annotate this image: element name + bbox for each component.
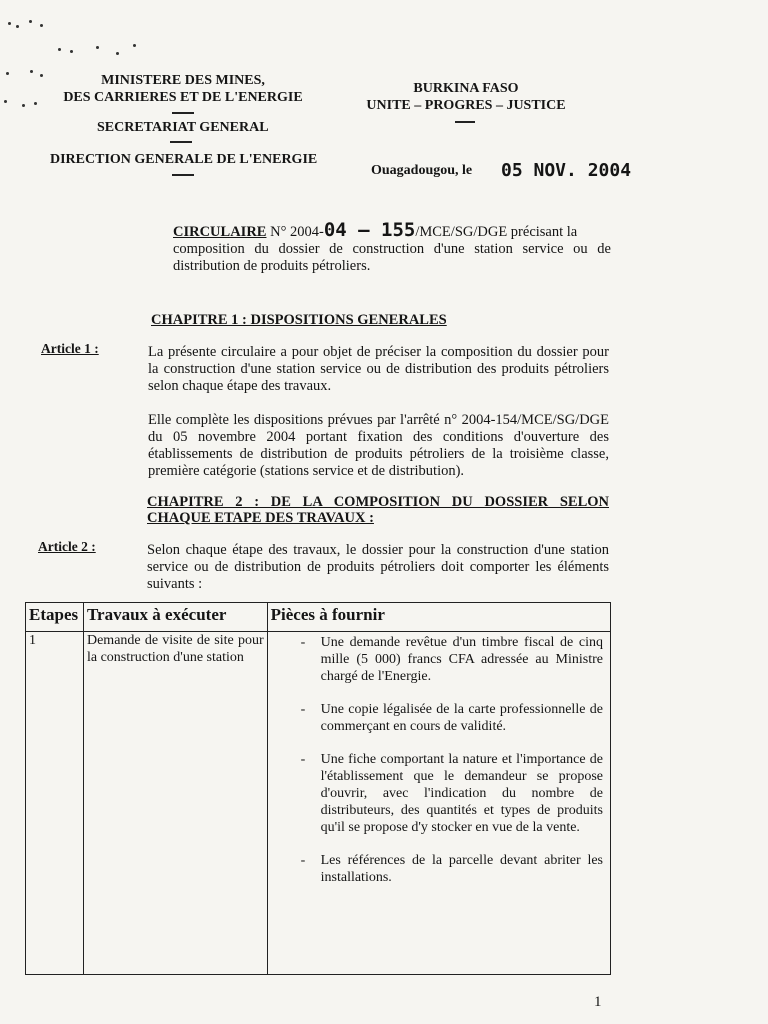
list-item bbox=[271, 751, 607, 836]
table-row bbox=[26, 632, 611, 975]
cell-travaux bbox=[83, 632, 267, 975]
date-stamp: 05 NOV. 2004 bbox=[501, 160, 632, 181]
page-number: 1 bbox=[594, 994, 602, 1010]
chapter-1-title: CHAPITRE 1 : DISPOSITIONS GENERALES bbox=[151, 312, 447, 328]
divider bbox=[455, 121, 475, 123]
circular-heading bbox=[173, 219, 611, 275]
article-2-label: Article 2 : bbox=[38, 539, 96, 554]
bullet-dash-icon: - bbox=[300, 752, 306, 767]
documents-table bbox=[25, 602, 611, 975]
circular-subject: composition du dossier de construction d'une station service ou de distribution de produits pétroliers. bbox=[173, 241, 611, 274]
country-header bbox=[360, 80, 572, 114]
place-date-label: Ouagadougou, le bbox=[371, 163, 473, 178]
list-item-text: Une copie légalisée de la carte professionnelle de commerçant en cours de validité. bbox=[320, 702, 603, 734]
secretariat-general: SECRETARIAT GENERAL bbox=[97, 120, 269, 135]
list-item bbox=[271, 852, 607, 886]
energy-direction: DIRECTION GENERALE DE L'ENERGIE bbox=[50, 152, 318, 167]
divider bbox=[172, 112, 194, 114]
header-pieces: Pièces à fournir bbox=[267, 603, 610, 632]
ministry-line2: DES CARRIERES ET DE L'ENERGIE bbox=[63, 90, 303, 105]
cell-pieces bbox=[267, 632, 610, 975]
list-item bbox=[271, 634, 607, 685]
header-travaux: Travaux à exécuter bbox=[83, 603, 267, 632]
ministry-header bbox=[40, 72, 326, 106]
header-etapes: Etapes bbox=[26, 603, 84, 632]
bullet-dash-icon: - bbox=[300, 702, 306, 717]
circular-label: CIRCULAIRE bbox=[173, 224, 267, 240]
bullet-dash-icon: - bbox=[300, 853, 306, 868]
travaux-text: Demande de visite de site pour la construction d'une station bbox=[86, 633, 264, 665]
article-2-paragraph: Selon chaque étape des travaux, le dossier pour la construction d'une station service ou de distribution de produits pétroliers doit comporter les éléments suivants : bbox=[147, 542, 609, 592]
table-header-row bbox=[26, 603, 611, 632]
divider bbox=[170, 141, 192, 143]
ministry-line1: MINISTERE DES MINES, bbox=[101, 73, 265, 88]
circular-number-stamp: 04 – 155 bbox=[323, 219, 416, 241]
article-1-paragraph-1: La présente circulaire a pour objet de préciser la composition du dossier pour la construction d'une station service ou de distribution des produits pétroliers selon chaque étape des travaux. bbox=[148, 344, 609, 394]
list-item bbox=[271, 701, 607, 735]
circular-subject-start: /MCE/SG/DGE précisant la bbox=[415, 224, 578, 240]
divider bbox=[172, 174, 194, 176]
list-item-text: Une fiche comportant la nature et l'importance de l'établissement que le demandeur se propose d'ouvrir, avec l'indication du nombre de distributeurs, des quantités et types de produits qu'il se propose d'y stocker en vue de la vente. bbox=[320, 752, 603, 835]
chapter-2-title: CHAPITRE 2 : DE LA COMPOSITION DU DOSSIER SELON CHAQUE ETAPE DES TRAVAUX : bbox=[147, 494, 609, 526]
bullet-dash-icon: - bbox=[300, 635, 306, 650]
country-name: BURKINA FASO bbox=[413, 81, 519, 96]
country-motto: UNITE – PROGRES – JUSTICE bbox=[366, 98, 566, 113]
list-item-text: Les références de la parcelle devant abriter les installations. bbox=[320, 853, 603, 885]
article-1-paragraph-2: Elle complète les dispositions prévues par l'arrêté n° 2004-154/MCE/SG/DGE du 05 novembre 2004 portant fixation des conditions d'ouverture des établissements de distribution de produits pétroliers de la troisième classe, première catégorie (stations service et de distribution). bbox=[148, 412, 609, 479]
circular-number-prefix: N° 2004- bbox=[270, 224, 324, 240]
list-item-text: Une demande revêtue d'un timbre fiscal de cinq mille (5 000) francs CFA adressée au Ministre chargé de l'Energie. bbox=[320, 635, 603, 684]
article-1-label: Article 1 : bbox=[41, 341, 99, 356]
cell-etape: 1 bbox=[26, 632, 84, 975]
